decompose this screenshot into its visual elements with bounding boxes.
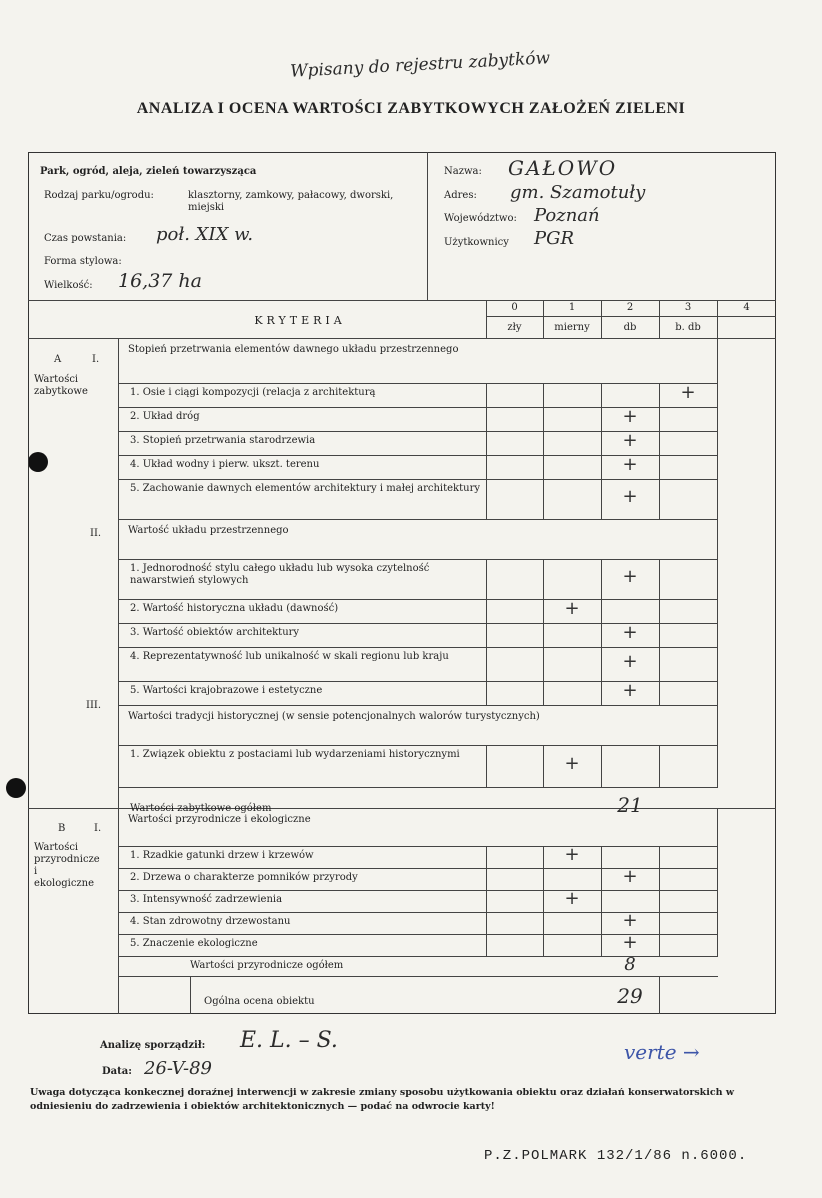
column-rule	[543, 559, 544, 599]
column-rule	[486, 623, 487, 647]
criterion-b-label: 5. Znaczenie ekologiczne	[130, 938, 258, 949]
rodzaj-label: Rodzaj parku/ogrodu:	[44, 190, 154, 201]
criterion-b-mark: +	[622, 932, 638, 953]
criterion-a3-mark: +	[564, 753, 580, 774]
criterion-a2-mark: +	[622, 651, 638, 672]
overall-label: Ogólna ocena obiektu	[204, 996, 315, 1007]
section-a-roman1: I.	[92, 354, 100, 365]
column-rule	[543, 455, 544, 479]
criterion-a3-label: 1. Związek obiektu z postaciami lub wydarzeniami historycznymi	[130, 749, 460, 760]
criterion-a1-label: 4. Układ wodny i pierw. ukszt. terenu	[130, 459, 320, 470]
criterion-a1-label: 1. Osie i ciągi kompozycji (relacja z architekturą	[130, 387, 376, 398]
column-rule	[717, 890, 718, 912]
czas-label: Czas powstania:	[44, 233, 127, 244]
column-rule	[601, 890, 602, 912]
column-rule	[486, 745, 487, 787]
data-label: Data:	[102, 1066, 132, 1077]
column-rule	[717, 479, 718, 519]
adres-label: Adres:	[444, 190, 477, 201]
criterion-a2-label: 2. Wartość historyczna układu (dawność)	[130, 603, 339, 614]
criterion-a1-label: 5. Zachowanie dawnych elementów architektury i małej architektury	[130, 483, 481, 494]
row-rule	[118, 519, 718, 520]
column-rule	[486, 681, 487, 705]
scale-word: mierny	[554, 322, 590, 333]
column-rule	[659, 976, 660, 1014]
total-b-label: Wartości przyrodnicze ogółem	[190, 960, 344, 971]
section-a-roman3: III.	[86, 700, 102, 711]
verte-note: verte →	[624, 1040, 700, 1064]
column-rule	[717, 599, 718, 623]
column-rule	[717, 647, 718, 681]
scale-number: 0	[511, 302, 518, 313]
column-rule	[717, 808, 718, 846]
row-rule	[118, 846, 718, 847]
row-rule	[118, 705, 718, 706]
column-rule	[543, 934, 544, 956]
criterion-b-label: 2. Drzewa o charakterze pomników przyrody	[130, 872, 358, 883]
nazwa-label: Nazwa:	[444, 166, 482, 177]
scale-number: 3	[684, 302, 692, 313]
column-rule	[601, 383, 602, 407]
data-value: 26-V-89	[144, 1058, 213, 1079]
column-rule	[717, 407, 718, 431]
analiza-label: Analizę sporządził:	[100, 1040, 206, 1051]
column-rule	[717, 745, 718, 787]
criterion-a1-mark: +	[680, 382, 696, 403]
column-rule	[717, 455, 718, 479]
section-a-roman2: II.	[90, 528, 102, 539]
column-rule	[717, 912, 718, 934]
criterion-a2-mark: +	[622, 622, 638, 643]
column-rule	[717, 559, 718, 599]
criterion-a1-label: 2. Układ dróg	[130, 411, 200, 422]
column-rule	[659, 455, 660, 479]
section-b-label: Wartości przyrodnicze i ekologiczne	[34, 842, 100, 889]
footer-note: Uwaga dotycząca konkecznej doraźnej interwencji w zakresie zmiany sposobu użytkowania obiektu oraz działań konserwatorskich w odniesieniu do zadrzewienia i obiektów architektonicznych — podać na odwrocie karty!	[30, 1087, 735, 1112]
row-rule	[118, 787, 718, 788]
section-a-letter: A	[54, 354, 62, 365]
column-rule	[659, 912, 660, 934]
column-rule	[717, 846, 718, 868]
row-rule	[118, 383, 718, 384]
wojewodztwo-label: Województwo:	[444, 213, 517, 224]
column-rule	[543, 912, 544, 934]
criterion-a2-label: 3. Wartość obiektów architektury	[130, 627, 300, 638]
section-a-label: Wartości zabytkowe	[34, 374, 88, 397]
column-rule	[659, 623, 660, 647]
row-rule	[118, 647, 718, 648]
section-b-letter: B	[58, 823, 66, 834]
column-rule	[190, 976, 191, 1014]
row-rule	[118, 559, 718, 560]
column-rule	[717, 338, 718, 383]
column-rule	[543, 647, 544, 681]
column-rule	[486, 912, 487, 934]
total-a-label: Wartości zabytkowe ogółem	[130, 803, 272, 814]
criterion-b-mark: +	[622, 910, 638, 931]
uzytkownicy-label: Użytkownicy	[444, 237, 509, 248]
printer-imprint: P.Z.POLMARK 132/1/86 n.6000.	[484, 1148, 748, 1164]
page-title: ANALIZA I OCENA WARTOŚCI ZABYTKOWYCH ZAŁOŻEŃ ZIELENI	[136, 100, 686, 117]
scale-number: 2	[626, 302, 634, 313]
column-rule	[659, 890, 660, 912]
row-rule	[118, 976, 718, 977]
column-rule	[486, 890, 487, 912]
criterion-b-label: 3. Intensywność zadrzewienia	[130, 894, 283, 905]
column-rule	[486, 431, 487, 455]
criterion-b-mark: +	[564, 844, 580, 865]
scale-number: 1	[568, 302, 576, 313]
criterion-a2-label: 1. Jednorodność stylu całego układu lub wysoka czytelność nawarstwień stylowych	[130, 563, 430, 586]
criterion-a1-label: 3. Stopień przetrwania starodrzewia	[130, 435, 316, 446]
group-a3-title: Wartości tradycji historycznej (w sensie potencjonalnych walorów turystycznych)	[128, 711, 540, 722]
analiza-signature: E. L. – S.	[240, 1028, 338, 1053]
column-rule	[717, 934, 718, 956]
criterion-a1-mark: +	[622, 454, 638, 475]
wielkosc-label: Wielkość:	[44, 280, 93, 291]
park-label: Park, ogród, aleja, zieleń towarzysząca	[40, 166, 257, 177]
criterion-a2-mark: +	[622, 680, 638, 701]
column-rule	[717, 431, 718, 455]
column-rule	[717, 519, 718, 559]
column-rule	[601, 846, 602, 868]
criterion-a2-mark: +	[622, 566, 638, 587]
adres-value: gm. Szamotuły	[510, 182, 646, 203]
column-rule	[601, 599, 602, 623]
rodzaj-value: klasztorny, zamkowy, pałacowy, dworski, miejski	[188, 190, 394, 213]
group-a1-title: Stopień przetrwania elementów dawnego układu przestrzennego	[128, 344, 459, 355]
column-rule	[486, 846, 487, 868]
scale-number: 4	[743, 302, 750, 313]
column-rule	[717, 705, 718, 745]
column-rule	[543, 431, 544, 455]
column-rule	[659, 559, 660, 599]
row-rule	[118, 479, 718, 480]
column-rule	[543, 681, 544, 705]
column-rule	[486, 479, 487, 519]
total-a-value: 21	[617, 793, 643, 817]
column-rule	[659, 745, 660, 787]
column-rule	[486, 868, 487, 890]
scale-word: db	[623, 322, 637, 333]
column-rule	[659, 681, 660, 705]
criterion-b-mark: +	[564, 888, 580, 909]
column-rule	[717, 623, 718, 647]
criterion-a2-label: 5. Wartości krajobrazowe i estetyczne	[130, 685, 323, 696]
czas-value: poł. XIX w.	[156, 224, 254, 245]
column-rule	[659, 431, 660, 455]
row-rule	[118, 599, 718, 600]
column-rule	[717, 383, 718, 407]
criterion-a1-mark: +	[622, 486, 638, 507]
column-rule	[486, 599, 487, 623]
column-rule	[543, 407, 544, 431]
wojewodztwo-value: Poznań	[534, 205, 600, 226]
column-rule	[717, 681, 718, 705]
column-rule	[486, 647, 487, 681]
uzytkownicy-value: PGR	[534, 228, 575, 249]
group-b-title: Wartości przyrodnicze i ekologiczne	[128, 814, 311, 825]
column-rule	[601, 745, 602, 787]
column-rule	[543, 383, 544, 407]
column-rule	[659, 407, 660, 431]
row-rule	[118, 745, 718, 746]
criterion-a2-label: 4. Reprezentatywność lub unikalność w skali regionu lub kraju	[130, 651, 449, 662]
row-rule	[118, 890, 718, 891]
column-rule	[486, 455, 487, 479]
kryteria-label: KRYTERIA	[254, 314, 346, 327]
group-a2-title: Wartość układu przestrzennego	[128, 525, 289, 536]
column-rule	[659, 479, 660, 519]
column-rule	[659, 599, 660, 623]
column-rule	[659, 647, 660, 681]
criterion-b-label: 4. Stan zdrowotny drzewostanu	[130, 916, 291, 927]
criterion-a1-mark: +	[622, 430, 638, 451]
criterion-a1-mark: +	[622, 406, 638, 427]
column-rule	[543, 868, 544, 890]
handwritten-header-note: Wpisany do rejestru zabytków	[289, 48, 551, 82]
column-rule	[486, 407, 487, 431]
column-rule	[543, 623, 544, 647]
column-rule	[486, 559, 487, 599]
column-rule	[659, 868, 660, 890]
column-rule	[486, 934, 487, 956]
scale-word: b. db	[675, 322, 701, 333]
forma-label: Forma stylowa:	[44, 256, 122, 267]
column-rule	[543, 479, 544, 519]
punch-hole	[6, 778, 26, 798]
total-b-value: 8	[624, 954, 636, 975]
column-rule	[659, 846, 660, 868]
column-rule	[486, 383, 487, 407]
section-b-roman1: I.	[94, 823, 102, 834]
column-rule	[717, 868, 718, 890]
nazwa-value: GAŁOWO	[508, 156, 618, 180]
criterion-b-label: 1. Rzadkie gatunki drzew i krzewów	[130, 850, 314, 861]
overall-value: 29	[617, 984, 643, 1008]
wielkosc-value: 16,37 ha	[118, 270, 202, 292]
column-rule	[659, 934, 660, 956]
scale-word: zły	[507, 322, 522, 333]
criterion-b-mark: +	[622, 866, 638, 887]
criterion-a2-mark: +	[564, 598, 580, 619]
